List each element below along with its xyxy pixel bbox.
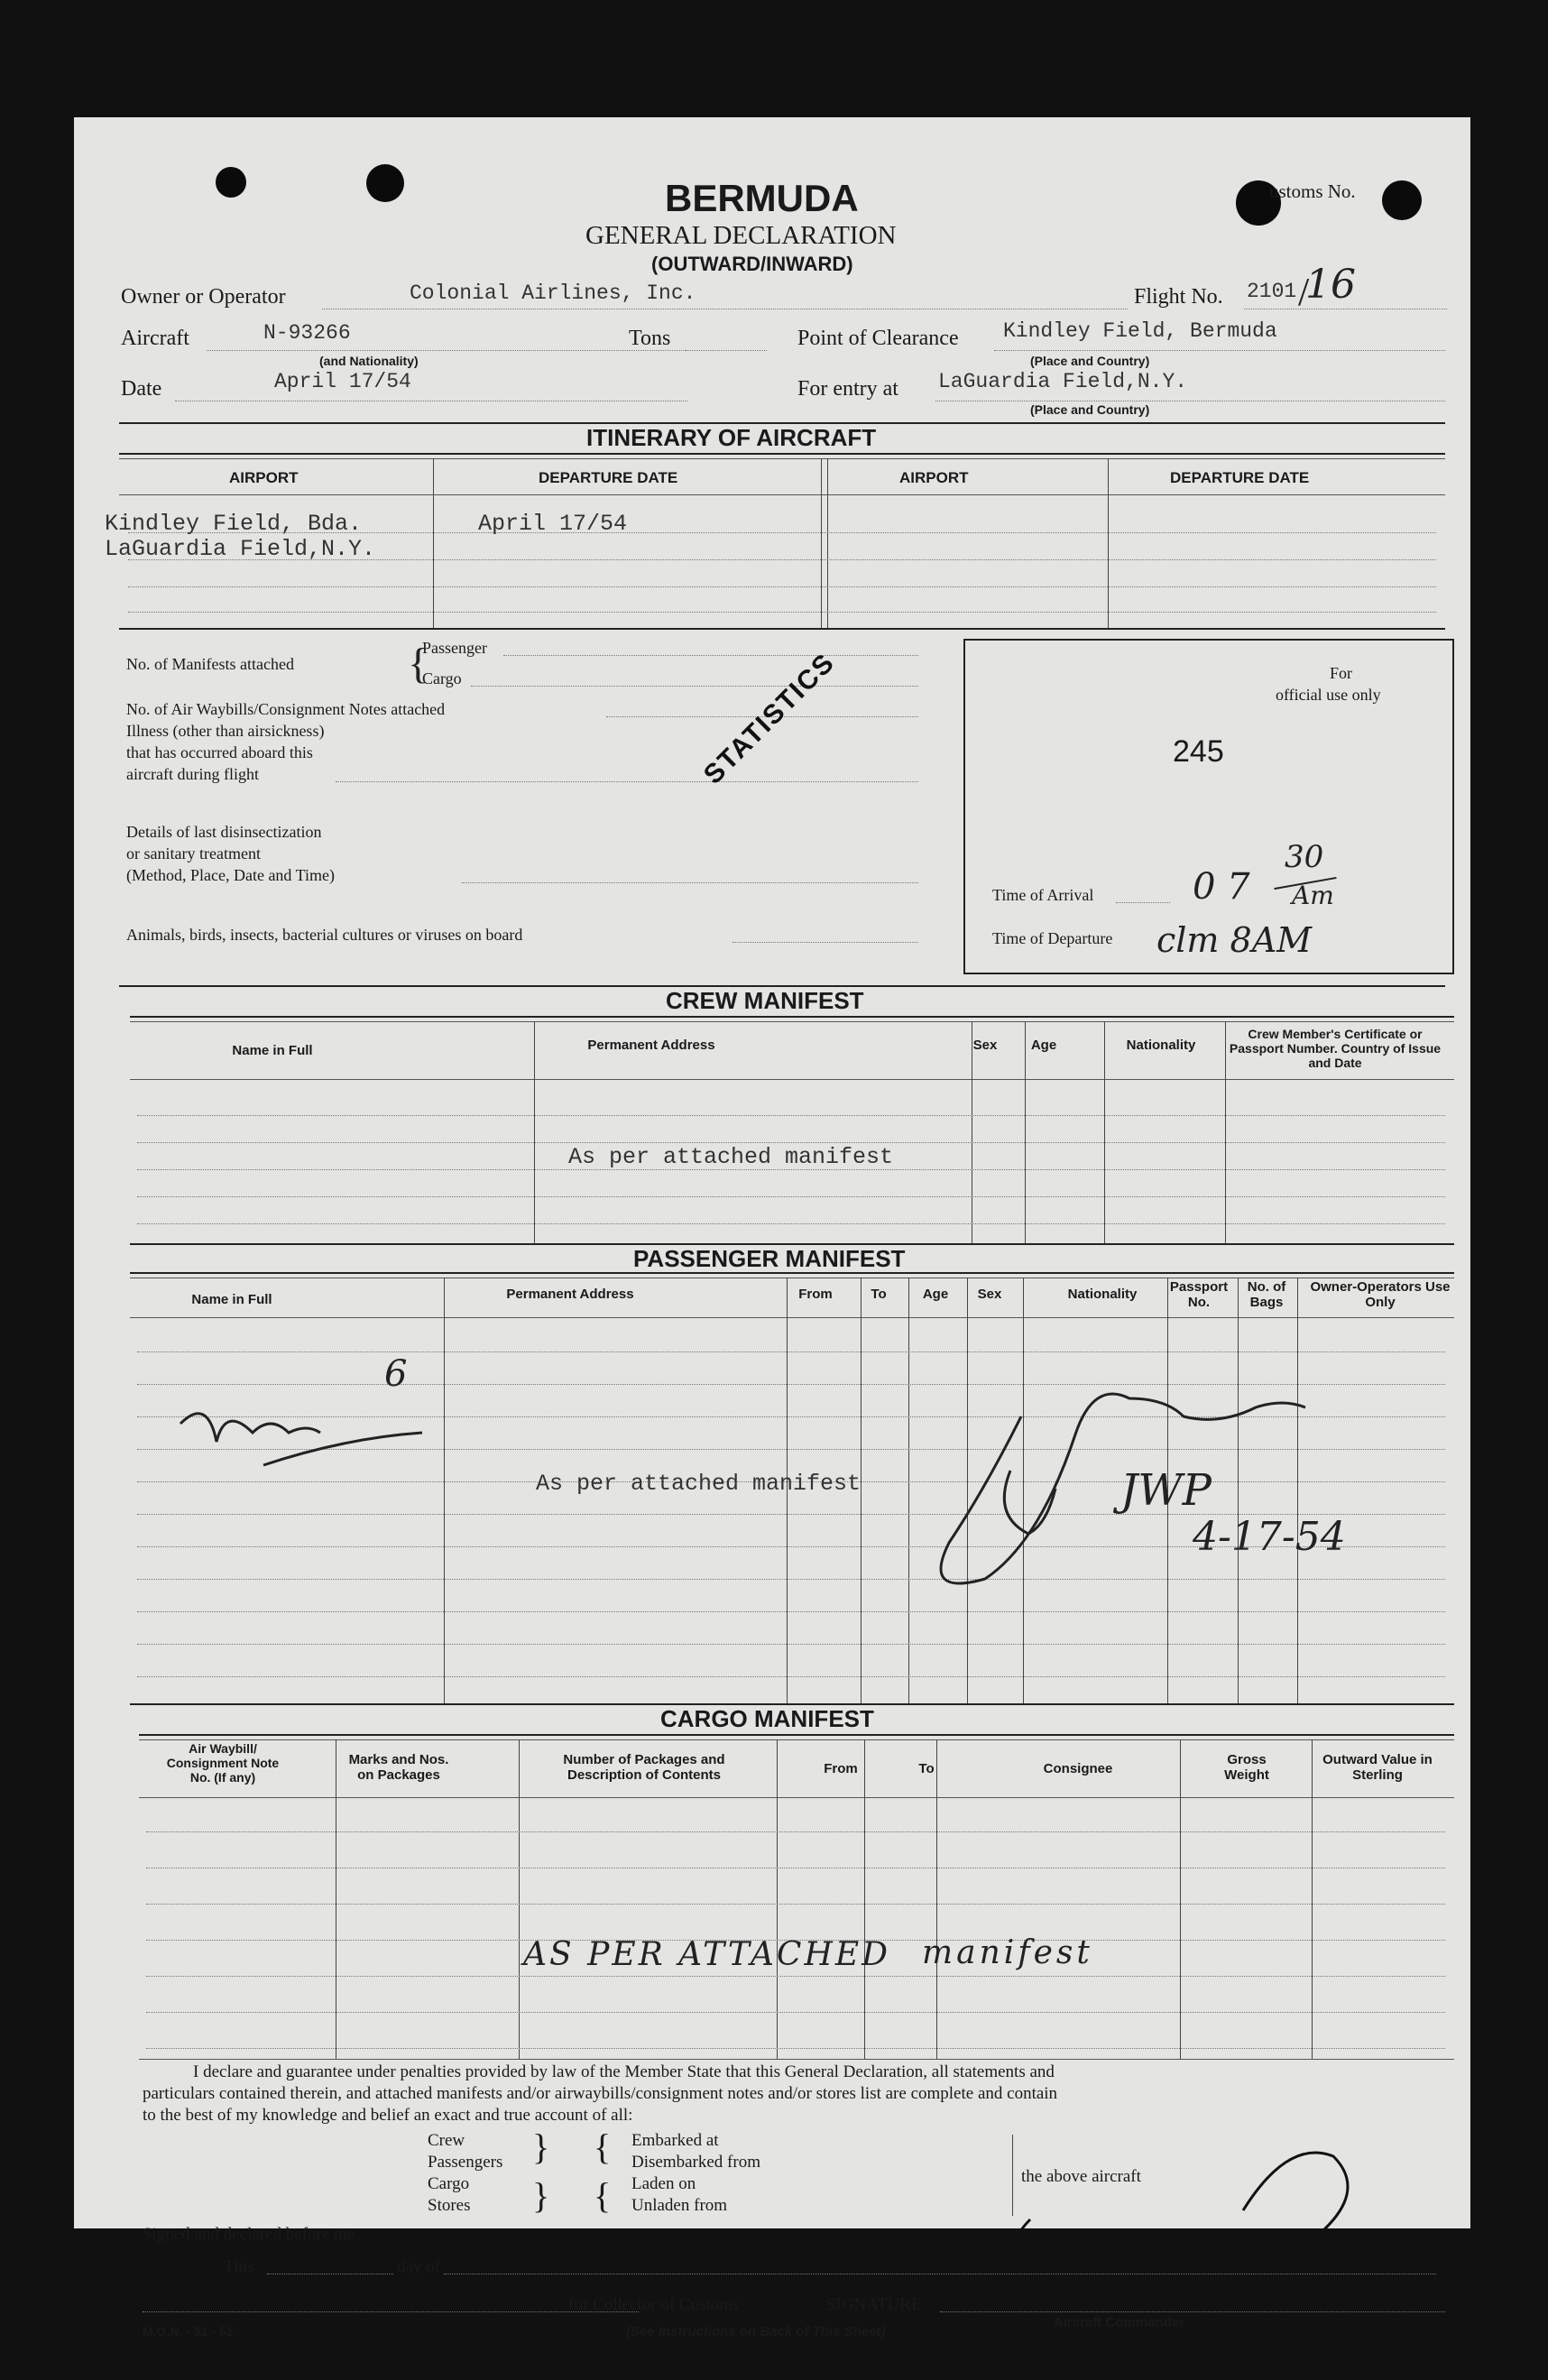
itin-row-1-airport: Kindley Field, Bda. [105, 511, 363, 537]
entry-label: For entry at [797, 377, 898, 401]
departure-value: clm 8AM [1156, 920, 1313, 960]
cargo-count-label: Cargo [422, 669, 462, 687]
pax-col-to: To [871, 1287, 887, 1302]
crew-note: As per attached manifest [568, 1144, 894, 1170]
aircraft-value: N-93266 [263, 321, 351, 345]
illness-line-1: Illness (other than airsickness) [126, 722, 325, 740]
crew-title: CREW MANIFEST [666, 987, 864, 1014]
crew-col-age: Age [1030, 1038, 1057, 1053]
clearance-label: Point of Clearance [797, 327, 959, 350]
footer-left-cargo: Cargo [428, 2174, 470, 2193]
passenger-hand-initials: JWP [1120, 1465, 1212, 1516]
tons-label: Tons [629, 327, 671, 350]
itin-col-airport-2: AIRPORT [899, 469, 969, 486]
day-of-label: day of [397, 2257, 441, 2276]
flight-slash: / [1298, 270, 1310, 314]
declaration-line-3: to the best of my knowledge and belief an exact and true account of all: [143, 2106, 633, 2125]
clearance-value: Kindley Field, Bermuda [1003, 319, 1277, 343]
owner-label: Owner or Operator [121, 285, 286, 309]
form-subtitle: GENERAL DECLARATION [585, 221, 897, 250]
footer-right-laden: Laden on [631, 2174, 696, 2193]
arrival-ampm: Am [1292, 881, 1334, 910]
manifests-label: No. of Manifests attached [126, 655, 294, 673]
this-label: This [224, 2257, 254, 2276]
passenger-hand-date: 4-17-54 [1193, 1514, 1346, 1560]
cargo-col-marks: Marks and Nos. on Packages [348, 1752, 449, 1783]
pax-col-address: Permanent Address [506, 1287, 634, 1302]
clearance-caption: (Place and Country) [1030, 354, 1150, 368]
passenger-note: As per attached manifest [536, 1471, 862, 1497]
form-number: M.O.N. - 51 - 52 [143, 2324, 234, 2338]
date-value: April 17/54 [274, 370, 411, 393]
flight-value: 2101 [1247, 280, 1297, 303]
signed-label: Signed and declared before me [143, 2225, 355, 2244]
above-aircraft-text: the above aircraft [1021, 2167, 1141, 2186]
departure-label: Time of Departure [992, 929, 1113, 947]
arrival-label: Time of Arrival [992, 886, 1094, 904]
cargo-col-weight: Gross Weight [1224, 1752, 1269, 1783]
disinsect-line-1: Details of last disinsectization [126, 823, 322, 841]
official-title-2: official use only [1276, 686, 1381, 704]
aircraft-label: Aircraft [121, 327, 189, 350]
passenger-title: PASSENGER MANIFEST [633, 1245, 906, 1272]
date-label: Date [121, 377, 162, 401]
customs-no-label: ustoms No. [1269, 180, 1356, 202]
cargo-col-waybill: Air Waybill/ Consignment Note No. (If any) [166, 1741, 280, 1785]
pax-col-passport: Passport No. [1169, 1279, 1229, 1310]
pax-col-owner: Owner-Operators Use Only [1310, 1279, 1451, 1310]
footer-right-unladen: Unladen from [631, 2196, 728, 2215]
declaration-sheet: BERMUDA GENERAL DECLARATION (OUTWARD/INWARD) ustoms No. Owner or Operator Colonial Airlines, Inc. Flight No. 2101 16 / Aircraft N-93266 (and Nationality) Tons Point of Clearance Kindley Field, Bermuda (Place and Country) Date April 17/54 For entry at LaGuardia Field,N.Y. (Place and Country) ITINERARY OF AIRCRAFT AIRPORT DEPARTURE DATE AIRPORT DEPARTURE DATE Kindley Field, Bda. April 17/54 LaGuardia Field,N.Y. No. of Manifests attached { Passenger Cargo No. of Air Waybills/Consignment Notes attached Illness (other than airsickness) that has occurred aboard this aircraft during flight Details of last disinsectization or sanitary treatment (Method, Place, Date and Time) Animals, birds, insects, bacterial cultures or viruses on board STATISTICS For official use only 245 Time of Arrival 0 7 30 Am Time of Departure clm 8AM CREW MANIFEST Name in Full Permanent Address Sex Age Nationality Crew Member's Certificate or Passport Number. Country of Issue and Date As per attached manifest PASSENGER MANIFEST Name in Full Permanent Address From To Age Sex Nationality Passport No. No. of Bags Owner-Operators Use Only As per attached manifest 6 JWP 4-17-54 CARGO MANIFEST Air Waybill/ Consignment Note No. (If any) Marks and Nos. on Packages Number of Packages and Description of Contents From To Consignee Gross Weight Outward Value in Sterling AS PER ATTACHED manifest I declare and guarantee under penalties provided by law of the Member State that this General Declaration, all statements and particulars contained therein, and attached manifests and/or airwaybills/consignment notes and/or stores list are complete and contain to the best of my knowledge and belief an exact and true account of all: Crew Passengers Cargo Stores } } { { Embarked at Disembarked from Laden on Unladen from the above aircraft Signed and declared before me This day of for Collector of Customs SIGNATURE Aircraft Commander M.O.N. - 51 - 52 (See Instructions on Back of This Sheet) [74, 117, 1470, 2228]
aircraft-caption: (and Nationality) [319, 354, 419, 368]
footer-left-crew: Crew [428, 2131, 465, 2150]
disinsect-line-2: or sanitary treatment [126, 844, 261, 863]
flight-label: Flight No. [1134, 285, 1223, 309]
crew-col-nationality: Nationality [1126, 1038, 1196, 1053]
collector-label: for Collector of Customs [568, 2295, 740, 2314]
waybills-label: No. of Air Waybills/Consignment Notes attached [126, 700, 446, 718]
form-direction: (OUTWARD/INWARD) [651, 253, 853, 275]
pax-col-sex: Sex [977, 1287, 1002, 1302]
statistics-stamp: STATISTICS [697, 647, 841, 790]
declaration-line-2: particulars contained therein, and attached manifests and/or airwaybills/consignment notes and/or stores list are complete and contain [143, 2084, 1058, 2103]
illness-line-2: that has occurred aboard this [126, 743, 313, 761]
pax-col-bags: No. of Bags [1247, 1279, 1286, 1310]
arrival-value: 0 7 [1193, 866, 1250, 908]
pax-col-name: Name in Full [191, 1292, 272, 1307]
footer-left-stores: Stores [428, 2196, 471, 2215]
crew-col-sex: Sex [972, 1038, 998, 1053]
official-number: 245 [1173, 734, 1224, 769]
official-title-1: For [1330, 664, 1353, 682]
crew-col-certificate: Crew Member's Certificate or Passport Number. Country of Issue and Date [1229, 1027, 1442, 1070]
arrival-fraction: 30 [1285, 839, 1324, 875]
cargo-col-value: Outward Value in Sterling [1322, 1752, 1433, 1783]
cargo-col-description: Number of Packages and Description of Contents [563, 1752, 725, 1783]
cargo-hand-note-1: AS PER ATTACHED [523, 1936, 890, 1973]
pax-col-age: Age [922, 1287, 949, 1302]
owner-value: Colonial Airlines, Inc. [410, 281, 696, 305]
animals-label: Animals, birds, insects, bacterial cultures or viruses on board [126, 926, 523, 944]
footer-left-passengers: Passengers [428, 2153, 503, 2172]
cargo-col-consignee: Consignee [1043, 1761, 1113, 1776]
passenger-hand-count: 6 [384, 1353, 408, 1395]
itinerary-title: ITINERARY OF AIRCRAFT [586, 424, 877, 451]
illness-line-3: aircraft during flight [126, 765, 259, 783]
cargo-col-to: To [918, 1761, 935, 1776]
flight-handwritten: 16 [1305, 262, 1356, 308]
entry-caption: (Place and Country) [1030, 402, 1150, 417]
itin-col-date-1: DEPARTURE DATE [539, 469, 678, 486]
cargo-hand-note-2: manifest [922, 1934, 1093, 1971]
entry-value: LaGuardia Field,N.Y. [938, 370, 1188, 393]
footer-right-embarked: Embarked at [631, 2131, 719, 2150]
cargo-col-from: From [824, 1761, 858, 1776]
passenger-count-label: Passenger [422, 639, 487, 657]
declaration-line-1: I declare and guarantee under penalties provided by law of the Member State that this General Declaration, all statements and [193, 2062, 1055, 2081]
form-title: BERMUDA [665, 177, 859, 219]
commander-signature [74, 117, 1470, 2228]
itin-row-2-airport: LaGuardia Field,N.Y. [105, 536, 376, 562]
itin-col-airport-1: AIRPORT [229, 469, 299, 486]
footer-right-disembarked: Disembarked from [631, 2153, 760, 2172]
itin-col-date-2: DEPARTURE DATE [1170, 469, 1310, 486]
cargo-title: CARGO MANIFEST [660, 1705, 874, 1732]
pax-col-nationality: Nationality [1067, 1287, 1138, 1302]
commander-label: Aircraft Commander [1054, 2315, 1185, 2330]
instructions-note: (See Instructions on Back of This Sheet) [626, 2324, 886, 2339]
crew-col-name: Name in Full [232, 1043, 313, 1058]
signature-label: SIGNATURE [826, 2295, 922, 2314]
disinsect-line-3: (Method, Place, Date and Time) [126, 866, 335, 884]
itin-row-1-date: April 17/54 [478, 511, 628, 537]
crew-col-address: Permanent Address [587, 1038, 715, 1053]
pax-col-from: From [798, 1287, 833, 1302]
